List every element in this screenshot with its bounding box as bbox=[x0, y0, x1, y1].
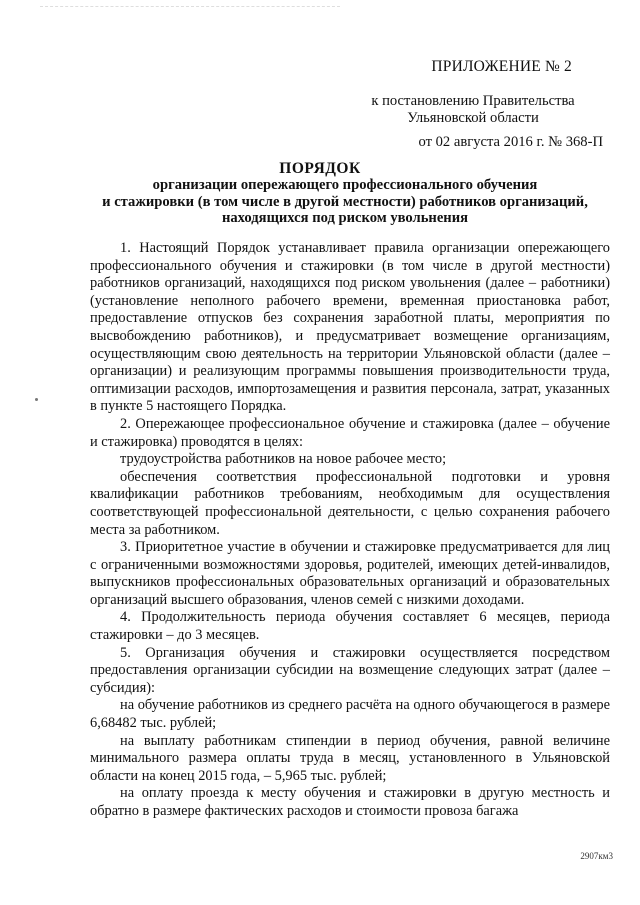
paragraph: обеспечения соответствия профессиональной подготовки и уровня квалификации работников требованиям, необходимым для осуществления соответствующей профессиональной деятельности, с целью сохранения рабочего места за работником. bbox=[90, 468, 610, 538]
paragraph: на обучение работников из среднего расчёта на одного обучающегося в размере 6,68482 тыс. рублей; bbox=[90, 697, 610, 732]
footer-code: 2907км3 bbox=[580, 851, 613, 861]
document-body bbox=[90, 240, 610, 821]
paragraph: на выплату работникам стипендии в период обучения, равной величине минимального размера оплаты труда в месяц, установленного в Ульяновской области на конец 2015 года, – 5,965 тыс. рублей; bbox=[90, 732, 610, 784]
paragraph: трудоустройства работников на новое рабочее место; bbox=[120, 451, 447, 468]
scan-dot bbox=[35, 398, 38, 401]
decree-line: Ульяновской области bbox=[407, 110, 539, 126]
paragraph: 4. Продолжительность периода обучения составляет 6 месяцев, периода стажировки – до 3 месяцев. bbox=[90, 609, 610, 644]
appendix-label: ПРИЛОЖЕНИЕ № 2 bbox=[431, 58, 572, 75]
document-title: ПОРЯДОК bbox=[279, 160, 361, 177]
paragraph: 2. Опережающее профессиональное обучение и стажировка (далее – обучение и стажировка) проводятся в целях: bbox=[90, 415, 610, 450]
subtitle-line: организации опережающего профессионального обучения bbox=[152, 177, 538, 193]
decree-date: от 02 августа 2016 г. № 368-П bbox=[418, 134, 603, 150]
document-subtitle bbox=[80, 177, 610, 227]
decree-line: к постановлению Правительства bbox=[371, 93, 575, 109]
paragraph: 5. Организация обучения и стажировки осуществляется посредством предоставления организации субсидии на возмещение следующих затрат (далее – субсидия): bbox=[90, 644, 610, 696]
subtitle-line: и стажировки (в том числе в другой местности) работников организаций, bbox=[102, 193, 588, 210]
decree-reference bbox=[343, 93, 603, 127]
subtitle-line: находящихся под риском увольнения bbox=[221, 210, 469, 226]
paragraph: на оплату проезда к месту обучения и стажировки в другую местность и обратно в размере фактических расходов и стоимости провоза багажа bbox=[90, 785, 610, 819]
paragraph: 3. Приоритетное участие в обучении и стажировке предусматривается для лиц с ограниченными возможностями здоровья, родителей, имеющих детей-инвалидов, выпускников профессиональных образовательных организаций и образовательных организаций высшего образования, членов семей с низкими доходами. bbox=[90, 539, 610, 608]
paragraph: 1. Настоящий Порядок устанавливает правила организации опережающего профессионального обучения и стажировки (в том числе в другой местности) работников организаций, находящихся под риском увольнения (далее – работники) (установление неполного рабочего времени, временная приостановка работ, предоставление отпусков без сохранения заработной платы, мероприятия по высвобождению работников), и предусматривает возмещение организациям, осуществляющим свою деятельность на территории Ульяновской области (далее – организации) и реализующим программы повышения производительности труда, оптимизации расходов, импортозамещения и развития персонала, затрат, указанных в пункте 5 настоящего Порядка. bbox=[90, 240, 610, 415]
scan-artifact bbox=[40, 6, 340, 9]
